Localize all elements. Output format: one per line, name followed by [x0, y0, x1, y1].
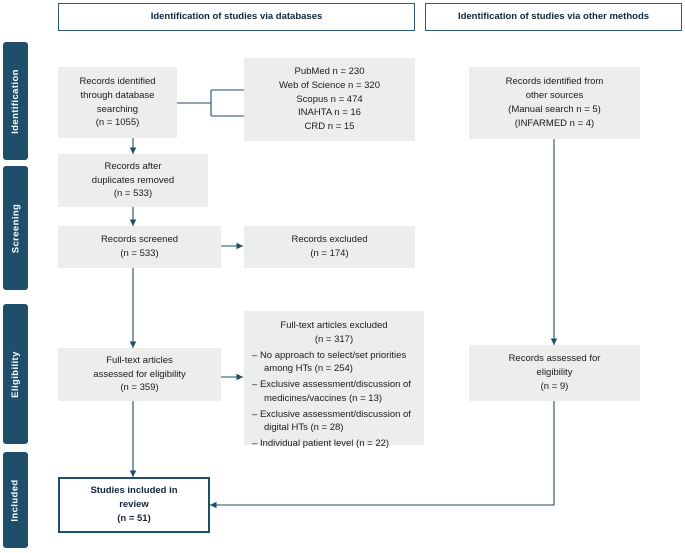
- source-pubmed: PubMed n = 230: [294, 66, 365, 78]
- other-assessed-line2: eligibility: [536, 367, 573, 379]
- box-fulltext-excluded: [244, 311, 424, 450]
- source-crd: CRD n = 15: [304, 121, 355, 133]
- fulltext-assessed-line1: Full-text articles: [106, 354, 173, 366]
- source-web-of-science: Web of Science n = 320: [279, 79, 380, 91]
- box-records-identified-other-sources: [469, 67, 640, 139]
- source-inahta: INAHTA n = 16: [298, 107, 361, 119]
- records-screened-line2: (n = 533): [120, 248, 159, 259]
- included-line1: Studies included in: [90, 485, 178, 497]
- other-sources-line1: Records identified from: [505, 76, 604, 88]
- fulltext-excluded-reason-2-text: Exclusive assessment/discussion of medicines/vaccines (n = 13): [259, 379, 411, 404]
- fulltext-assessed-line3: (n = 359): [120, 382, 159, 394]
- stage-screening: [3, 166, 28, 290]
- after-duplicates-line2: duplicates removed: [91, 174, 175, 186]
- fulltext-excluded-reason-3: [252, 408, 416, 436]
- fulltext-excluded-reason-4-text: Individual patient level (n = 22): [259, 438, 390, 450]
- box-studies-included: [58, 477, 210, 533]
- other-sources-line2: other sources: [525, 90, 584, 102]
- header-other-methods: Identification of studies via other methods: [425, 3, 682, 31]
- records-identified-line2: through database: [80, 89, 155, 101]
- box-fulltext-assessed: [58, 348, 221, 401]
- box-database-sources: [244, 58, 415, 141]
- other-sources-line3: (Manual search n = 5): [508, 104, 601, 115]
- box-records-excluded: [244, 226, 415, 268]
- stage-eligibility-label: Eligibility: [10, 350, 22, 398]
- after-duplicates-line1: Records after: [104, 160, 162, 172]
- included-line3: (n = 51): [117, 512, 151, 524]
- records-excluded-line1: Records excluded: [291, 234, 368, 246]
- records-excluded-line2: (n = 174): [310, 248, 349, 259]
- records-identified-line4: (n = 1055): [95, 117, 140, 129]
- box-records-after-duplicates: [58, 154, 208, 207]
- stage-screening-label: Screening: [10, 203, 22, 253]
- bullet-dash-3: –: [252, 408, 258, 420]
- box-records-identified-database: [58, 67, 177, 138]
- bullet-dash-2: –: [252, 379, 258, 391]
- bullet-dash-4: –: [252, 438, 258, 450]
- stage-included: [3, 452, 28, 548]
- bullet-dash-1: –: [252, 349, 258, 361]
- after-duplicates-line3: (n = 533): [113, 188, 153, 200]
- records-screened-line1: Records screened: [100, 234, 179, 246]
- box-records-screened: [58, 226, 221, 268]
- source-scopus: Scopus n = 474: [296, 93, 363, 105]
- records-identified-line3: searching: [96, 103, 139, 115]
- fulltext-excluded-reason-3-text: Exclusive assessment/discussion of digital HTs (n = 28): [259, 408, 411, 434]
- fulltext-excluded-count: (n = 317): [314, 333, 354, 345]
- stage-identification-label: Identification: [10, 68, 21, 134]
- other-sources-line4: (INFARMED n = 4): [514, 117, 595, 129]
- fulltext-excluded-reason-2: [252, 378, 416, 406]
- other-assessed-line1: Records assessed for: [508, 353, 601, 365]
- fulltext-excluded-title: Full-text articles excluded: [280, 320, 388, 331]
- fulltext-assessed-line2: assessed for eligibility: [93, 368, 186, 380]
- stage-identification: [3, 42, 28, 160]
- records-identified-line1: Records identified: [79, 75, 156, 87]
- fulltext-excluded-reason-1-text: No approach to select/set priorities among HTs (n = 254): [259, 349, 407, 375]
- box-other-assessed-eligibility: [469, 345, 640, 401]
- fulltext-excluded-reason-1: [252, 349, 416, 377]
- stage-eligibility: [3, 304, 28, 444]
- included-line2: review: [119, 499, 149, 511]
- other-assessed-line3: (n = 9): [540, 380, 569, 392]
- header-databases: Identification of studies via databases: [58, 3, 415, 31]
- stage-included-label: Included: [10, 478, 22, 522]
- fulltext-excluded-reason-4: [252, 437, 416, 451]
